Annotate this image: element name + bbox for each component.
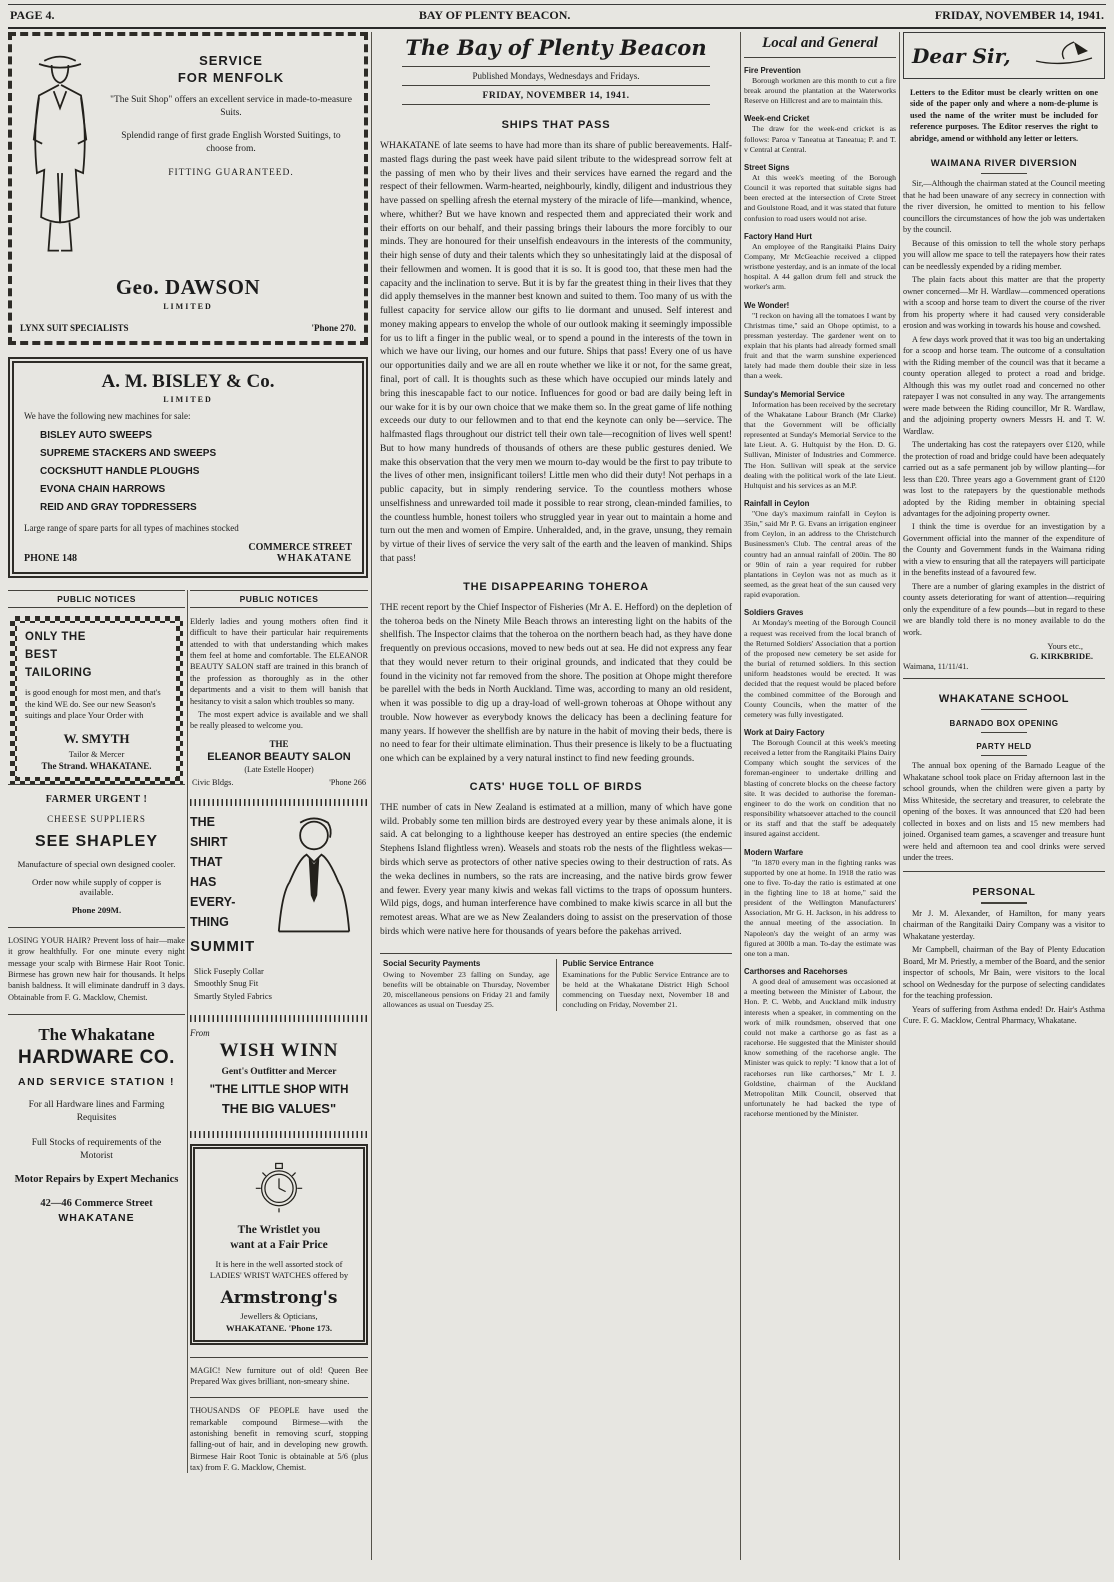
local-and-general-column xyxy=(744,32,896,1560)
shapley-line-1: FARMER URGENT ! xyxy=(45,793,148,805)
news-item-heading: We Wonder! xyxy=(744,300,790,310)
rule xyxy=(981,755,1027,756)
news-item-body: The Borough Council at this week's meeting received a letter from the Rangitaiki Plains Dairy Company which sought the services of the foreman-engineer to undertake drilling and blasting of concrete blocks on the cheese factory site. It was decided to authorise the foreman-engineer to do the work on condition that no responsibility whatsoever attached to the council or its staff and that the staff be adequately insured against accident. xyxy=(744,737,896,839)
note-heading: Public Service Entrance xyxy=(562,958,654,968)
rule xyxy=(556,959,557,1011)
dawson-para-2: Splendid range of first grade English Worsted Suitings, to choose from. xyxy=(121,130,341,154)
left-subcol-1 xyxy=(8,590,185,1473)
editorial-body: WHAKATANE of late seems to have had more than its share of public bereavements. Half-masted flags during the past week have paid silent tribute to the widespread sorrow felt at the passing of men who by their lives and their services have earned the regard and the respect of their fellowmen. Warm-hearted, neighbourly, kindly, diligent and industrious they have passed on spelling afresh the eternal mystery of the miracle of life—mankind, whence, where, whither? But we have known and respected them and appreciated their work and their efforts on our behalf, and their passing brings their labours the more forcibly to our minds. They are honoured for their unselfish endeavours in the interests of the community, their high sense of duty and their talents which they so unhesitatingly laid at the disposal of their fellowmen and women. It is good that it is so. It is good too, that these men had the capacity and the inclination to serve. But it is by far the greatest thing in their lives that they did apply themselves in the manner best known and suited to them. Too many of us with the fullest capacity for service allow our gifts to lie dormant and unused. Self interest and money making appears to envelop the whole of our outlook making it seemingly impossible for us to lift a finger in the public weal, or to spend a pound in the interests of the town in which we have our living, our homes and our future. Ships that pass! Every one of us have our opportunities daily and we are all en route whether we like it or not, for the same great, final, port of call. It is thoughts such as these which have occupied our minds lately and bring this inescapable fact to our notice. Influences for good or bad are daily being left in our wake for it is by our own choice that we make them so. In the great game of life nothing exceeds our duty to our fellowmen and to that end the keynote can only be—service. The halfmasted flags throughout our district tell their own tale—recognition of lives well spent! But to how many hundreds of thousands of others are these public gestures denied. We make this observation that the very men we mourn to-day would be the first to pay tribute to the lives of other men, insignificant toilers! Little men who did their duty! Not perhaps in a public capacity, but in simply rendering service. To the countless mothers whose unselfishness and unrewarded toil made it possible to rear strong, clean-minded families, to the countless humble, honest toilers who struggled year in year out to maintain a home and turn out the men and women of Empire. Unheralded, and, in the grave, unsung, they remain by virtue of their lives of service the very salt of the earth and the leaven of mankind. Ships that pass! xyxy=(380,141,732,564)
rule xyxy=(981,173,1027,174)
dawson-ad-text xyxy=(106,43,356,263)
news-item xyxy=(744,608,896,720)
left-ads-region xyxy=(8,32,368,1560)
quill-pen-icon xyxy=(1032,38,1096,73)
news-item xyxy=(744,848,896,960)
news-item-heading: Rainfall in Ceylon xyxy=(744,499,810,508)
dawson-para-1: "The Suit Shop" offers an excellent service in made-to-measure Suits. xyxy=(110,95,352,119)
column-rule xyxy=(740,32,741,1560)
smyth-headline-1: ONLY THE xyxy=(25,631,86,643)
wish-winn-ad xyxy=(190,1028,368,1119)
editorial-disappearing-toheroa xyxy=(380,581,732,767)
summit-word: THE xyxy=(190,814,215,829)
letter-place-date: Waimana, 11/11/41. xyxy=(903,662,969,672)
public-notices-header-2: PUBLIC NOTICES xyxy=(190,590,368,608)
bisley-spare-parts: Large range of spare parts for all types of machines stocked xyxy=(24,523,239,533)
masthead-published: Published Mondays, Wednesdays and Fridays. xyxy=(472,71,640,81)
shapley-line-2: CHEESE SUPPLIERS xyxy=(47,813,146,824)
rule xyxy=(981,709,1027,710)
rule xyxy=(402,66,710,67)
eleanor-address: Civic Bldgs. xyxy=(192,777,234,787)
school-subheading-2: PARTY HELD xyxy=(976,742,1032,752)
local-and-general-title: Local and General xyxy=(744,32,896,58)
personal-item: Years of suffering from Asthma ended! Dr. Hair's Asthma Cure. F. G. Macklow, Central Pharmacy, Whakatane. xyxy=(903,1004,1105,1026)
school-article-body: The annual box opening of the Barnado League of the Whakatane school took place on Friday afternoon last in the school grounds, when the children were given a party by Miss Whiteside, the secretary and treasurer, to celebrate the opening of the boxes. It was announced that £20 had been collected in boxes and on lists and 15 new members had joined. Organised team games, a scavenger and treasure hunt were held and afternoon tea and cool drinks were served under the trees. xyxy=(903,761,1105,863)
dawson-headline-2: FOR MENFOLK xyxy=(177,70,285,85)
news-item-body: "In 1870 every man in the fighting ranks was supported by one at home. In 1918 the ratio was one to five. To-day the ratio is estimated at one in the fighting line to 18 at home," said the president of the Wellington Manufacturers' Association, Mr G. H. Jackson, in his address to the annual meeting of the association. In Napoleon's day the weight of an army was figured at 300lb a man. To-day the estimate was one ton a man. xyxy=(744,857,896,958)
page-number: PAGE 4. xyxy=(10,8,55,22)
news-item xyxy=(744,163,896,224)
armstrongs-body: It is here in the well assorted stock of LADIES' WRIST WATCHES offered by xyxy=(209,1258,349,1281)
news-item xyxy=(744,967,896,1119)
shapley-body-2: Order now while supply of copper is available. xyxy=(32,876,161,897)
rule xyxy=(981,902,1027,904)
rule xyxy=(903,871,1105,872)
news-item xyxy=(744,728,896,840)
eleanor-body: Elderly ladies and young mothers often find it difficult to have their particular hair requirements attended to with that understanding which makes them feel at home and comfortable. The ELEANOR BEAUTY SALON staff are trained in this branch of the profession as thoroughly as in the other departments and a visit to them will banish that hesitancy to visit a salon which troubles so many. xyxy=(190,617,368,706)
rule xyxy=(402,85,710,86)
bisley-machinery-ad xyxy=(8,357,368,578)
news-item xyxy=(744,499,896,600)
armstrongs-head-2: want at a Fair Price xyxy=(230,1239,328,1252)
dawson-para-3: FITTING GUARANTEED. xyxy=(168,168,294,179)
editorial-column xyxy=(375,32,737,1560)
bisley-limited: LIMITED xyxy=(163,395,213,404)
news-item xyxy=(744,390,896,491)
hardware-body-2: Full Stocks of requirements of the Motorist xyxy=(31,1137,162,1161)
letters-notice: Letters to the Editor must be clearly written on one side of the paper only and where a nom-de-plume is used the name of the writer must be included for reference purposes. The Editor reserves the right to abridge, amend or withhold any letter or letters. xyxy=(910,88,1098,143)
pocket-watch-icon xyxy=(203,1156,355,1219)
news-item-body: The draw for the week-end cricket is as follows: Paroa v Taneatua at Taneatua; P. and T. v Central at Central. xyxy=(744,124,896,154)
smyth-body: is good enough for most men, and that's the kind WE do. See our new Season's suitings and place Your Order with xyxy=(25,687,161,721)
smyth-name: W. SMYTH xyxy=(63,730,130,746)
news-item-body: At this week's meeting of the Borough Council it was reported that suitable signs had been erected at the intersection of Crete Street and Goulstone Road, and it was stated that future confusion to road users would not arise. xyxy=(744,172,896,223)
bisley-machine-list xyxy=(24,427,352,517)
personal-item: Mr Campbell, chairman of the Bay of Plenty Education Board, Mr M. Priestly, a member of the Board, and the senior inspector of schools, Mr Bain, were visitors to the local school on Wednesday for the purpose of selecting candidates for the teaching profession. xyxy=(903,945,1105,1001)
rule xyxy=(903,678,1105,679)
left-subcol-2 xyxy=(190,590,368,1473)
subcolumn-rule xyxy=(187,590,188,1473)
note-heading: Social Security Payments xyxy=(383,958,481,968)
dawson-footer xyxy=(20,323,356,333)
dawson-headline-1: SERVICE xyxy=(199,53,263,68)
eleanor-footer xyxy=(190,778,368,787)
summit-word: SHIRT xyxy=(190,834,228,849)
queen-bee-wax-ad: MAGIC! New furniture out of old! Queen Bee Prepared Wax gives brilliant, non-smeary shine. xyxy=(190,1357,368,1388)
dear-sir-header xyxy=(903,32,1105,79)
social-security-note xyxy=(380,959,553,1011)
letter-signoff: Yours etc., xyxy=(1047,642,1083,652)
letter-paragraph: The undertaking has cost the ratepayers over £120, while the protection of road and bridge could have been adequately carried out as a safe permanent job by willow planting—for less than £20. Three years ago a Government grant of £120 was lost to the ratepayers by the questionable methods adopted by the Riding member in obtaining special advantages for the adjoining property owner. xyxy=(903,440,1105,518)
editorial-body: THE recent report by the Chief Inspector of Fisheries (Mr A. E. Hefford) on the depletion of the toheroa beds on the Ninety Mile Beach throws an interesting light on the habits of the shellfish. The Inspector claims that the toheroa on the northern beach had, as they have done frequently on previous occasions, moved to new beds out at sea. He did not express any fear that they would never return to their original grounds, and indicated that they could be found in the vicinity not far removed from the shore. The position at Ohope might therefore be parellel with the beds in North Auckland. Time was, according to many an old resident, when it was possible to dig up a dray-load of well-grown toheroas at Ohope without any trouble. Now however as everybody knows the delicacy has been a declining feature for many years. If however the shellfish are by nature in the habit of moving their beds, there is no need to fear for their ultimate elimination. Thus their presence is likely to be a fluctuating one which can be explained by a very natural instinct to find new feeding grounds. xyxy=(380,602,733,765)
left-subcolumns xyxy=(8,590,368,1473)
summit-words xyxy=(190,812,260,959)
smyth-headline-2: BEST xyxy=(25,648,58,661)
summit-word: HAS xyxy=(190,874,217,889)
masthead-date: FRIDAY, NOVEMBER 14, 1941. xyxy=(482,91,630,101)
summit-word: EVERY- xyxy=(190,894,236,909)
page-header xyxy=(8,4,1106,29)
personal-heading: PERSONAL xyxy=(972,885,1036,898)
news-item-heading: Modern Warfare xyxy=(744,847,804,857)
news-item-heading: Fire Prevention xyxy=(744,66,801,75)
news-item-heading: Week-end Cricket xyxy=(744,114,810,124)
hardware-town: WHAKATANE xyxy=(58,1212,135,1225)
eleanor-the: THE xyxy=(269,738,289,749)
shapley-ad xyxy=(8,784,185,915)
column-rule xyxy=(371,32,372,1560)
bisley-town: WHAKATANE xyxy=(276,553,352,564)
dawson-name: Geo. DAWSON xyxy=(115,275,261,299)
letter-heading: WAIMANA RIVER DIVERSION xyxy=(930,158,1078,170)
summit-feature: Smoothly Snug Fit xyxy=(194,978,259,989)
dawson-phone: 'Phone 270. xyxy=(311,323,356,333)
wish-winn-slogan-1: "THE LITTLE SHOP WITH xyxy=(209,1083,349,1096)
news-item-body: "I reckon on having all the tomatoes I want by Christmas time," said an Ohope optimist, to a pressman yesterday. The gardener went on to explain that his plants had already formed small fruit and that the warm sunshine experienced lately had made them double their size in less than a week. xyxy=(744,310,896,381)
personal-item: Mr J. M. Alexander, of Hamilton, for many years chairman of the Rangitaiki Dairy Company was a visitor to Whakatane yesterday. xyxy=(903,908,1105,941)
summit-brand: SUMMIT xyxy=(190,937,256,955)
letters-column xyxy=(903,32,1105,1560)
page-date: FRIDAY, NOVEMBER 14, 1941. xyxy=(934,8,1104,22)
wish-winn-slogan xyxy=(190,1082,368,1119)
editorial-body: THE number of cats in New Zealand is estimated at a million, many of which have gone wild. Probably some ten million birds are destroyed every year by these animals alone, it is said. A cat belonging to a lighthouse keeper has destroyed an entire species (the endemic Stephens Island flightless wren). Weasels and stoats rob the nests of the flightless wekas—birds which serve as protectors of other native species owing to their destruction of rats. As the weka declines in numbers, so the rats are increasing, and the native birds grow fewer and fewer. Every year many kiwis and wekas fall victims to the traps of opossum hunters. Wild pigs, dogs, and human interference have combined to make kiwis scarce in all but the remotest areas. What are we as New Zealanders doing to assist on the preservation of those birds which were native here for thousands of years before the pakehas arrived. xyxy=(380,802,732,937)
dawson-limited: LIMITED xyxy=(163,302,213,311)
public-notices-header-1: PUBLIC NOTICES xyxy=(8,590,185,608)
eleanor-body-2: The most expert advice is available and we shall be really pleased to welcome you. xyxy=(190,709,368,731)
editorial-cats-toll-of-birds xyxy=(380,781,732,940)
news-item xyxy=(744,114,896,154)
news-item-body: "One day's maximum rainfall in Ceylon is 35in," said Mr P. G. Evans an irrigation engineer from Ceylon, in an address to the Christchurch Businessmen's Club. The central areas of the country had an annual rainfall of 200in. The 80 or 90in of rain a year required for rubber plantations in Ceylon was not as much as it seemed, as the great heat of the sun caused very rapid evaporation. xyxy=(744,509,896,600)
summit-features xyxy=(190,965,368,1003)
armstrongs-title: Jewellers & Opticians, xyxy=(240,1310,318,1321)
smyth-title: Tailor & Mercer xyxy=(68,748,125,759)
dawson-ad-top xyxy=(20,43,356,263)
rule xyxy=(981,732,1027,733)
shirt-man-icon xyxy=(260,812,368,959)
paper-name: BAY OF PLENTY BEACON. xyxy=(418,8,571,22)
news-item-heading: Sunday's Memorial Service xyxy=(744,389,845,399)
eleanor-name: ELEANOR BEAUTY SALON xyxy=(207,750,351,763)
bisley-machine: SUPREME STACKERS AND SWEEPS xyxy=(40,448,217,459)
masthead xyxy=(380,32,732,105)
bisley-machine: REID AND GRAY TOPDRESSERS xyxy=(40,502,197,513)
news-item-heading: Work at Dairy Factory xyxy=(744,727,825,737)
news-item xyxy=(744,301,896,382)
school-article-heading: WHAKATANE SCHOOL xyxy=(938,693,1070,706)
hardware-line-2: HARDWARE CO. xyxy=(18,1047,175,1068)
letter-signature: G. KIRKBRIDE. xyxy=(1029,651,1093,662)
letter-paragraph: A few days work proved that it was too big an undertaking for a scoop and horse team. The outcome of a consultation with the Riding member of the council was that it became a county operation alleged to protect a road and bridge. Although this was my outlet road and concerned no other ratepayer I was not consulted in any way. The arrangements were made between the Riding councillor, Mr R. Wardlaw, and the adjoining property owners Messrs H. and T. W. Wardlaw. xyxy=(903,334,1105,436)
bisley-name: A. M. BISLEY & Co. xyxy=(101,371,275,392)
news-item-body: An employee of the Rangitaiki Plains Dairy Company, Mr McGeachie received a clipped wristbone yesterday, and is an inmate of the local hospital. A 44 gallon drum fell and struck the worker's arm. xyxy=(744,241,896,292)
hardware-body-3: Motor Repairs by Expert Mechanics xyxy=(14,1174,179,1186)
column-rule xyxy=(899,32,900,1560)
dawson-specialists: LYNX SUIT SPECIALISTS xyxy=(20,323,129,333)
news-item-heading: Carthorses and Racehorses xyxy=(744,967,848,977)
suit-man-icon xyxy=(20,43,106,263)
bisley-machine: EVONA CHAIN HARROWS xyxy=(40,484,166,495)
letter-paragraph: The plain facts about this matter are that the property owner concerned—Mr H. Wardlaw—commenced operations with a scoop and horse team to divert the course of the river from his property where it had caused very considerable erosion and was working in towards his house and cowshed. xyxy=(903,275,1105,331)
hardware-address: 42—46 Commerce Street xyxy=(40,1198,153,1210)
bisley-street: COMMERCE STREET xyxy=(248,542,352,553)
letter-paragraph: Sir,—Although the chairman stated at the Council meeting that he had been unaware of any secrecy in connection with the river diversion, he omitted to mention to his fellow councillors the circumstances of how the job was undertaken by the council. xyxy=(903,179,1105,235)
birmese-compound-ad: THOUSANDS OF PEOPLE have used the remarkable compound Birmese—with the astonishing benefit in removing scurf, stopping falling-out of hair, and in developing new growth. Birmese Hair Root Tonic is obtainable at 5/6 (plus tax) from F. G. Macklow, Chemist. xyxy=(190,1397,368,1473)
masthead-title: The Bay of Plenty Beacon xyxy=(405,35,707,60)
note-body: Examinations for the Public Service Entrance are to be held at the Whakatane District High School commencing on Tuesday next, November 18 and concluding on Friday, November 21. xyxy=(562,969,729,1010)
eleanor-late: (Late Estelle Hooper) xyxy=(244,764,314,774)
editorial-ships-that-pass xyxy=(380,119,732,567)
bisley-intro: We have the following new machines for sale: xyxy=(24,411,191,421)
news-item-body: Information has been received by the secretary of the Whakatane Labour Branch (Mr Clarke) that the Government will be officially represented at Sunday's Memorial Service to the late Lieut. A. G. Hultquist by the Hon. D. G. Sullivan, Minister of Industries and Commerce. The Hon. Sullivan will speak at the service dealing with the political work of the late Lieut. Hultquist and his services as an M.P. xyxy=(744,399,896,490)
armstrongs-headline xyxy=(203,1223,355,1254)
summit-feature: Smartly Styled Fabrics xyxy=(194,991,272,1002)
armstrongs-name: Armstrong's xyxy=(220,1287,338,1308)
wish-winn-slogan-2: THE BIG VALUES" xyxy=(221,1101,337,1117)
shapley-name: SEE SHAPLEY xyxy=(34,832,159,850)
comb-divider xyxy=(190,799,368,806)
wish-winn-title: Gent's Outfitter and Mercer xyxy=(221,1066,337,1077)
summit-shirt-ad xyxy=(190,812,368,1003)
news-item-body: A good deal of amusement was occasioned at a meeting between the Minister of Labour, the Hon. P. C. Webb, and Auckland milk industry interests when a speaker, in commenting on the work of milk roundsmen, observed that one could not make a carthorse go as fast as a racehorse. He suggested that the Minister should know something of the racehorse angle. The Minister was quick to reply: "I know that a lot of racehorses run like carthorses," Mr I. J. Goldstine, chairman of the Auckland Metropolitan Milk Council, observed that unfortunately he had backed the type of racehorse mentioned by the Minister. xyxy=(744,977,896,1119)
editorial-heading: THE DISAPPEARING TOHEROA xyxy=(463,580,649,593)
note-body: Owing to November 23 falling on Sunday, age benefits will be obtainable on Thursday, November 20, miscellaneous pensions on Friday 21 and family allowances as usual on Tuesday 25. xyxy=(383,969,550,1010)
bisley-phone: PHONE 148 xyxy=(24,553,78,564)
school-subheading-1: BARNADO BOX OPENING xyxy=(949,719,1059,729)
news-item-body: Borough workmen are this month to cut a fire break around the plantation at the Waterworks Reserve on Hillcrest and are to maintain this. xyxy=(744,76,896,106)
wish-winn-name: WISH WINN xyxy=(219,1039,339,1061)
summit-word: THAT xyxy=(190,854,223,869)
columns xyxy=(8,32,1106,1560)
letter-paragraph: I think the time is overdue for an investigation by a Government official into the manner of the expenditure of the County and Government funds in the Waimana riding with a view to ensuring that all the ratepayers will participate in the benefits instead of a favoured few. xyxy=(903,522,1105,578)
bisley-machine: BISLEY AUTO SWEEPS xyxy=(40,430,153,441)
eleanor-beauty-salon-ad xyxy=(190,616,368,787)
summit-word: THING xyxy=(190,914,229,929)
rule xyxy=(402,104,710,105)
hardware-line-1: The Whakatane xyxy=(38,1025,155,1044)
summit-feature: Slick Fuseply Collar xyxy=(194,965,264,976)
dawson-suits-ad xyxy=(8,32,368,345)
bisley-footer xyxy=(24,542,352,564)
smyth-address: The Strand. WHAKATANE. xyxy=(41,760,152,771)
shapley-body-1: Manufacture of special own designed cooler. xyxy=(17,858,176,869)
news-item xyxy=(744,232,896,293)
smyth-tailoring-ad xyxy=(10,616,183,784)
news-item xyxy=(744,66,896,106)
hardware-line-3: AND SERVICE STATION ! xyxy=(18,1076,175,1088)
news-item-heading: Street Signs xyxy=(744,162,790,172)
smyth-headline-3: TAILORING xyxy=(25,666,92,679)
editorial-heading: CATS' HUGE TOLL OF BIRDS xyxy=(469,780,643,793)
hardware-body-1: For all Hardware lines and Farming Requisites xyxy=(28,1100,165,1124)
letter-paragraph: There are a number of glaring examples in the district of county assets deteriorating for want of attention—requiring only the expenditure of a few pounds—but in regard to these we are blandly told there is no money available to do the work. xyxy=(903,581,1105,637)
birmese-hair-tonic-ad: LOSING YOUR HAIR? Prevent loss of hair—make it grow healthfully. For one minute every night message your scalp with Birmese Hair Root Tonic. Birmese has grown new hair for thousands. It helps banish baldness. It will eliminate dandruff in 3 days. Obtainable from F. G. Macklow, Chemist. xyxy=(8,927,185,1003)
eleanor-phone: 'Phone 266 xyxy=(329,777,366,787)
editorial-heading: SHIPS THAT PASS xyxy=(501,119,611,131)
wish-winn-from: From xyxy=(190,1027,210,1038)
news-item-heading: Soldiers Graves xyxy=(744,608,804,618)
bottom-notes xyxy=(380,953,732,1011)
dear-sir-text: Dear Sir, xyxy=(912,43,1011,68)
comb-divider xyxy=(190,1131,368,1138)
armstrongs-watch-ad xyxy=(190,1144,368,1345)
bisley-machine: COCKSHUTT HANDLE PLOUGHS xyxy=(40,466,200,477)
hardware-co-ad xyxy=(8,1014,185,1224)
armstrongs-phone: WHAKATANE. 'Phone 173. xyxy=(225,1322,333,1333)
public-service-note xyxy=(560,959,733,1011)
news-item-body: At Monday's meeting of the Borough Council a request was received from the local branch of the Returned Soldiers' Association that a portion of the proposed new cemetery be set aside for the burial of returned soldiers. In this section uniform headstones would be erected. It was decided that the request would be placed before the combined committee of the Borough and County Councils, when the matter of the cemetery was fully investigated. xyxy=(744,618,896,719)
news-item-heading: Factory Hand Hurt xyxy=(744,231,813,241)
armstrongs-head-1: The Wristlet you xyxy=(237,1223,321,1236)
shapley-phone: Phone 209M. xyxy=(71,904,122,915)
comb-divider xyxy=(190,1015,368,1022)
letter-paragraph: Because of this omission to tell the whole story perhaps you will allow me space to tell the ratepayers how their rates can be needlessly expended by a riding member. xyxy=(903,238,1105,271)
